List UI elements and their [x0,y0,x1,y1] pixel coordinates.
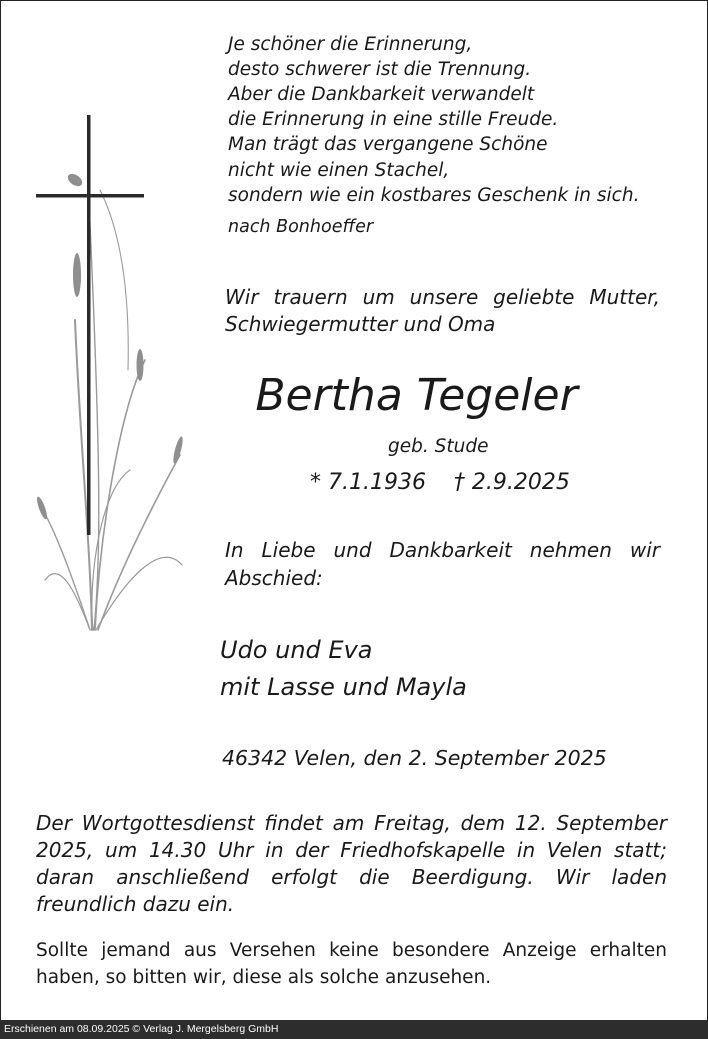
notice-line-2: haben, so bitten wir, diese als solche anzusehen. [36,967,492,988]
service-line-4: freundlich dazu ein. [36,892,235,916]
notice-line-1: Sollte jemand aus Versehen keine besondere Anzeige erhalten [36,940,667,961]
family-line-1: Udo und Eva [220,636,373,664]
mourning-line-2: Schwiegermutter und Oma [225,312,496,336]
service-line-2: 2025, um 14.30 Uhr in der Friedhofskapelle in Velen statt; [36,838,667,862]
poem-line: Aber die Dankbarkeit verwandelt [228,84,535,105]
mourning-line-1: Wir trauern um unsere geliebte Mutter, [225,285,660,309]
maiden-name: geb. Stude [388,436,489,457]
family-line-2: mit Lasse und Mayla [220,673,467,701]
poem-line: nicht wie einen Stachel, [228,160,450,181]
place-date: 46342 Velen, den 2. September 2025 [222,746,607,770]
publication-footer: Erschienen am 08.09.2025 © Verlag J. Mergelsberg GmbH [0,1020,708,1039]
service-line-3: daran anschließend erfolgt die Beerdigung. Wir laden [36,865,667,889]
farewell-line-2: Abschied: [225,566,323,590]
service-line-1: Der Wortgottesdienst findet am Freitag, dem 12. September [36,811,667,835]
poem-author: nach Bonhoeffer [228,217,374,237]
life-dates: * 7.1.1936 † 2.9.2025 [310,470,570,495]
poem-line: desto schwerer ist die Trennung. [228,59,532,80]
deceased-name: Bertha Tegeler [255,370,578,421]
poem-line: sondern wie ein kostbares Geschenk in sich. [228,185,640,206]
poem-line: Je schöner die Erinnerung, [228,34,473,55]
farewell-line-1: In Liebe und Dankbarkeit nehmen wir [225,538,660,562]
poem-line: Man trägt das vergangene Schöne [228,134,548,155]
poem-line: die Erinnerung in eine stille Freude. [228,109,559,130]
